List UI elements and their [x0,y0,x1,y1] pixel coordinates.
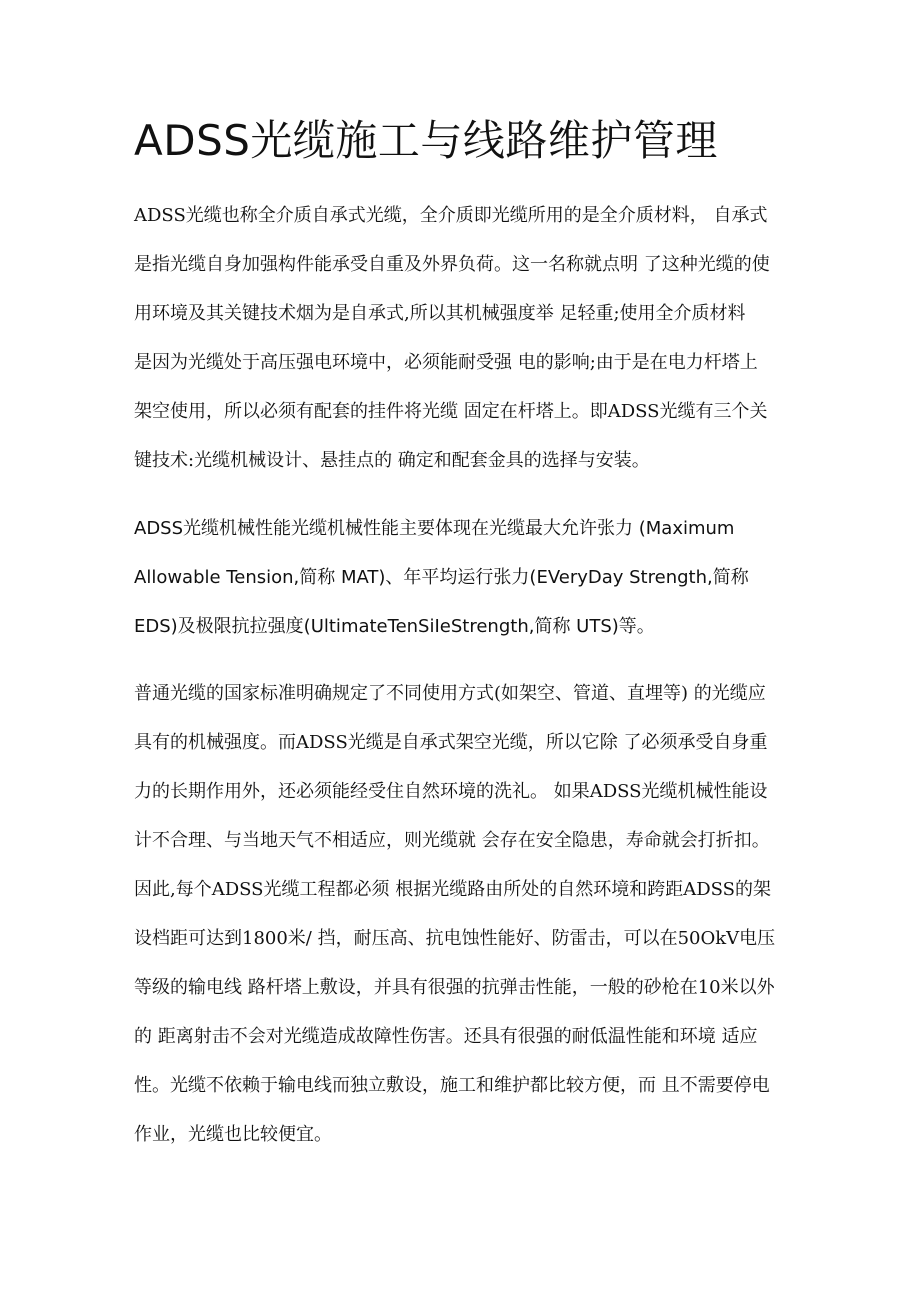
paragraph-line: 普通光缆的国家标准明确规定了不同使用方式(如架空、管道、直埋等) 的光缆应 [134,683,766,704]
paragraph-mechanical-performance [134,504,789,651]
paragraph-line: EDS)及极限抗拉强度(UltimateTenSiIeStrength,简称 UTS)等。 [134,616,655,637]
paragraph-line: ADSS光缆也称全介质自承式光缆，全介质即光缆所用的是全介质材料， 自承式 [134,205,768,226]
paragraph-line: 的 距离射击不会对光缆造成故障性伤害。还具有很强的耐低温性能和环境 适应 [134,1026,758,1047]
paragraph-line: 是指光缆自身加强构件能承受自重及外界负荷。这一名称就点明 了这种光缆的使 [134,254,770,275]
paragraph-line: 性。光缆不依赖于输电线而独立敷设，施工和维护都比较方便，而 且不需要停电 [134,1075,770,1096]
paragraph-line: 计不合理、与当地天气不相适应，则光缆就 会存在安全隐患，寿命就会打折扣。 [134,830,770,851]
document-title: ADSS光缆施工与线路维护管理 [134,116,718,165]
paragraph-line: Allowable Tension,简称 MAT)、年平均运行张力(EVeryDay Strength,简称 [134,567,749,588]
paragraph-line: 因此,每个ADSS光缆工程都必须 根据光缆路由所处的自然环境和跨距ADSS的架 [134,879,771,900]
paragraph-line: ADSS光缆机械性能光缆机械性能主要体现在光缆最大允许张力 (Maximum [134,518,735,539]
paragraph-line: 键技术:光缆机械设计、悬挂点的 确定和配套金具的选择与安装。 [134,450,650,471]
paragraph-line: 设档距可达到1800米/ 挡，耐压高、抗电蚀性能好、防雷击，可以在50OkV电压 [134,928,776,949]
paragraph-line: 力的长期作用外，还必须能经受住自然环境的洗礼。 如果ADSS光缆机械性能设 [134,781,768,802]
paragraph-line: 作业，光缆也比较便宜。 [134,1124,332,1145]
paragraph-line: 具有的机械强度。而ADSS光缆是自承式架空光缆，所以它除 了必须承受自身重 [134,732,768,753]
paragraph-line: 用环境及其关键技术烟为是自承式,所以其机械强度举 足轻重;使用全介质材料 [134,303,746,324]
paragraph-line: 是因为光缆处于高压强电环境中，必须能耐受强 电的影响;由于是在电力杆塔上 [134,352,758,373]
paragraph-adss-intro [134,191,789,485]
paragraph-line: 等级的输电线 路杆塔上敷设，并具有很强的抗弹击性能，一般的砂枪在10米以外 [134,977,775,998]
paragraph-standards [134,669,789,1159]
paragraph-line: 架空使用，所以必须有配套的挂件将光缆 固定在杆塔上。即ADSS光缆有三个关 [134,401,768,422]
